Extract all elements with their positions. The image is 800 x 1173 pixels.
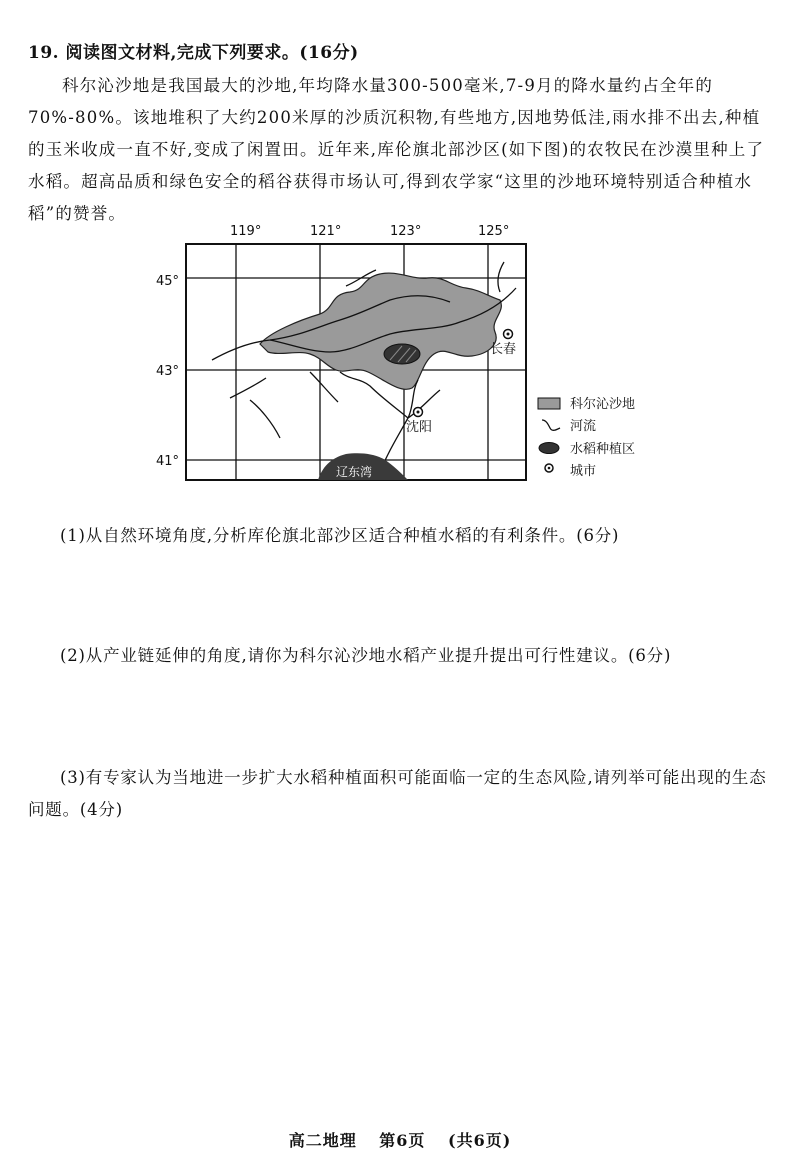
legend-river-swatch: [542, 420, 560, 430]
legend-rice-swatch: [539, 443, 559, 454]
sub-question-3: (3)有专家认为当地进一步扩大水稻种植面积可能面临一定的生态风险,请列举可能出现的生态问题。(4分): [28, 768, 767, 819]
legend-sandland-label: 科尔沁沙地: [570, 397, 636, 412]
rice-area: [384, 344, 420, 364]
sub-question-2: (2)从产业链延伸的角度,请你为科尔沁沙地水稻产业提升提出可行性建议。(6分): [60, 646, 672, 665]
footer-page: 第6页: [379, 1131, 426, 1150]
lon-label-125: 125°: [478, 224, 510, 239]
lon-label-121: 121°: [310, 224, 342, 239]
kerqin-map: [150, 222, 670, 492]
lon-label-123: 123°: [390, 224, 422, 239]
page-footer: [0, 1128, 800, 1151]
legend-river-label: 河流: [570, 419, 597, 434]
footer-subject: 高二地理: [288, 1131, 357, 1150]
sub-question-1: (1)从自然环境角度,分析库伦旗北部沙区适合种植水稻的有利条件。(6分): [60, 526, 620, 545]
sandland-area: [260, 273, 501, 389]
shenyang-label: 沈阳: [406, 420, 433, 435]
legend-rice-label: 水稻种植区: [570, 442, 636, 457]
lat-label-45: 45°: [156, 274, 180, 289]
lat-label-43: 43°: [156, 364, 180, 379]
legend-city-label: 城市: [570, 464, 597, 479]
lon-label-119: 119°: [230, 224, 262, 239]
changchun-label: 长春: [490, 342, 517, 357]
liaodong-bay-label: 辽东湾: [336, 465, 373, 479]
question-title: 19. 阅读图文材料,完成下列要求。(16分): [28, 43, 359, 63]
legend-sandland-swatch: [538, 398, 560, 409]
lat-label-41: 41°: [156, 454, 180, 469]
material-paragraph: 科尔沁沙地是我国最大的沙地,年均降水量300-500毫米,7-9月的降水量约占全年的70%-80%。该地堆积了大约200米厚的沙质沉积物,有些地方,因地势低洼,雨水排不出去,种植的玉米收成一直不好,变成了闲置田。近年来,库伦旗北部沙区(如下图)的农牧民在沙漠里种上了水稻。超高品质和绿色安全的稻谷获得市场认可,得到农学家“这里的沙地环境特别适合种植水稻”的赞誉。: [28, 76, 765, 223]
footer-total: (共6页): [448, 1131, 512, 1150]
